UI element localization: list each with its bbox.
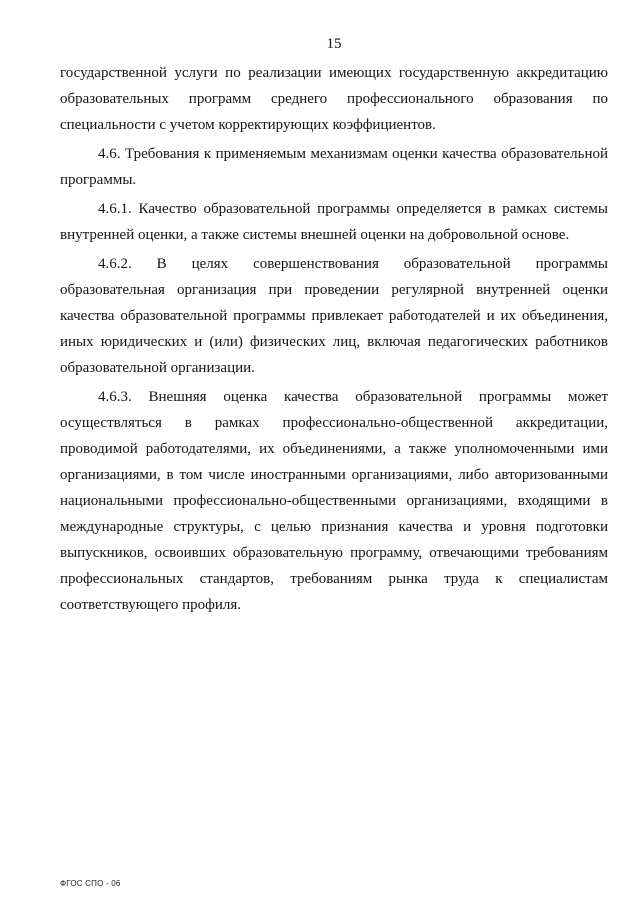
paragraph-4-6: 4.6. Требования к применяемым механизмам оценки качества образовательной программы. xyxy=(60,146,608,188)
footer-document-code: ФГОС СПО - 06 xyxy=(60,879,121,888)
page-number: 15 xyxy=(326,36,342,52)
paragraph-4-6-1: 4.6.1. Качество образовательной программы определяется в рамках системы внутренней оценки, а также системы внешней оценки на добровольной основе. xyxy=(60,201,608,243)
paragraph-4-6-2: 4.6.2. В целях совершенствования образовательной программы образовательная организация при проведении регулярной внутренней оценки качества образовательной программы привлекает работодателей и их объединения, иных юридических и (или) физических лиц, включая педагогических работников образовательной организации. xyxy=(60,256,608,376)
paragraph-continuation: государственной услуги по реализации имеющих государственную аккредитацию образовательных программ среднего профессионального образования по специальности с учетом корректирующих коэффициентов. xyxy=(60,65,608,133)
paragraph-4-6-3: 4.6.3. Внешняя оценка качества образовательной программы может осуществляться в рамках профессионально-общественной аккредитации, проводимой работодателями, их объединениями, а также уполномоченными ими организациями, в том числе иностранными организациями, либо авторизованными национальными профессионально-общественными организациями, входящими в международные структуры, с целью признания качества и уровня подготовки выпускников, освоивших образовательную программу, отвечающими требованиям профессиональных стандартов, требованиям рынка труда к специалистам соответствующего профиля. xyxy=(60,389,608,613)
document-body xyxy=(60,60,608,621)
